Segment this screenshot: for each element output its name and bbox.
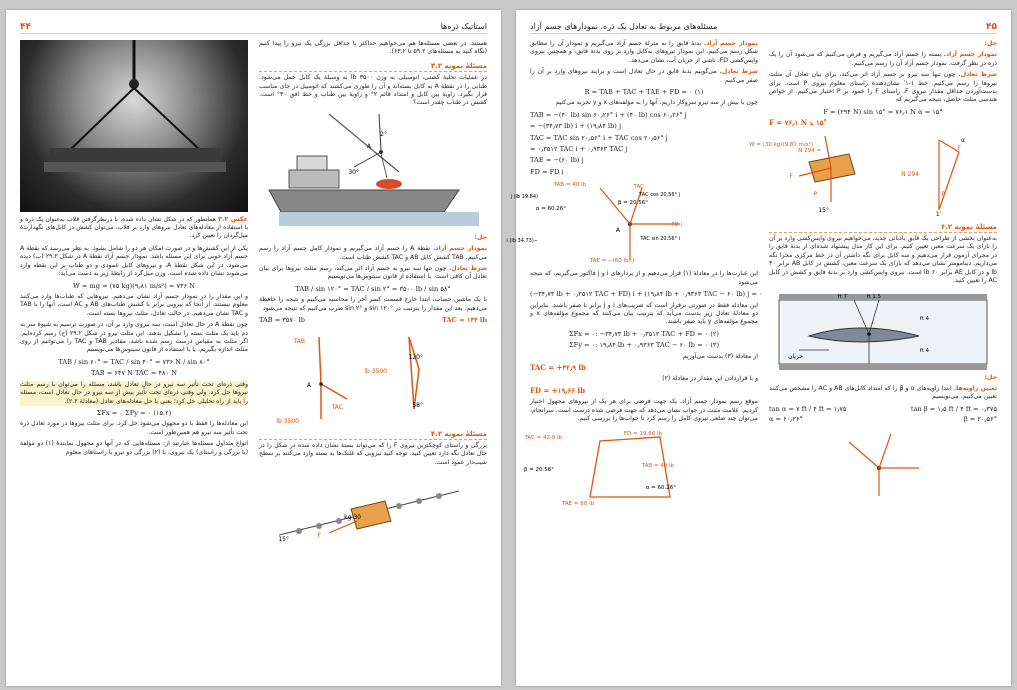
caption-text: همانطور که در شکل نشان داده شده، با درنظرگرفتن قلاب به‌عنوان یک ذره و با استفاده از معادله‌های تعادل نیروهای وارد بر قلاب، می‌توان کشش در کابل‌های نگهدارندهٔ میل‌گردان را تعیین کرد. xyxy=(20,216,248,239)
crane-hook-illustration xyxy=(20,40,248,212)
sample-problem-title: مسئلهٔ نمونه ۳.۲ xyxy=(259,62,487,72)
zero-coefficients-paragraph: این معادله فقط در صورتی برقرار است که ضریب‌های i و j برابر با صفر باشند. بنابراین دو معادلهٔ تعادل زیر بدست می‌آید که بترتیب بیان می‌کنند که مجموع مؤلفه‌های x و مجموع مؤلفه‌های y باید صفر باشند. xyxy=(530,301,759,326)
svg-text:α: α xyxy=(961,136,965,144)
sample-problem-2-title: مسئلهٔ نمونه ۴.۲ xyxy=(259,430,487,440)
fbd-label: نمودار جسم آزاد. xyxy=(433,245,488,253)
force-polygon-figure xyxy=(523,427,758,508)
from-equation-3: از معادلهٔ (۳) بدست می‌آوریم xyxy=(682,352,758,360)
angle-text: ابتدا زاویه‌های α و β را که امتداد کابل‌های AB و AC را مشخص می‌کنند تعیین می‌کنیم. می‌نویسیم xyxy=(769,384,997,401)
svg-text:P: P xyxy=(941,190,945,198)
equilibrium-paragraph xyxy=(259,265,487,282)
substitution-paragraph: این عبارت‌ها را در معادلهٔ (۱) قرار می‌دهیم و از بردارهای i و j فاکتور می‌گیریم، که نتیجه می‌شود xyxy=(530,270,759,286)
svg-text:1′: 1′ xyxy=(935,210,941,218)
fbd-paragraph xyxy=(259,245,487,262)
vector-fd: FD = FD i xyxy=(530,167,564,176)
intro-paragraph: هستند. در بعضی مسئله‌ها هم می‌خواهیم حداکثر یا حداقل بزرگی یک نیرو را پیدا کنیم (نگاه کنید به مسئله‌های ۵۹.۲ تا ۶۳.۲). xyxy=(259,40,487,56)
angle-label: تعیین زاویه‌ها. xyxy=(953,384,997,392)
angle-paragraph xyxy=(769,385,997,402)
chapter-title: استاتیک ذره‌ها xyxy=(440,22,487,31)
poly-tab: TAB = 40 lb xyxy=(641,463,674,470)
svg-text:F: F xyxy=(789,172,793,180)
label-alpha: α = 60.26° xyxy=(535,206,566,213)
right-column-right xyxy=(749,40,998,678)
paragraph-6: انواع متداول مسئله‌ها عبارتند از: مسئله‌هایی که در آنها دو مجهول نمایندهٔ (۱) دو مؤلفهٔ (یا بزرگی و راستای) یک نیروی، یا (۲) بزرگی دو نیرو با راستاهای معلوم xyxy=(20,440,248,456)
right-page xyxy=(506,10,1011,686)
calc-paragraph: با یک ماشین حساب، ابتدا خارج قسمت کسر آخر را محاسبه می‌کنیم و نتیجه را حافظهٔ می‌دهیم. بعد این مقدار را بترتیب در sin ۱۲۰° و sin ۲° ضرب می‌کنیم که نتیجه می‌شود xyxy=(259,296,487,312)
solution-block xyxy=(769,40,997,48)
label-tae: TAE = −(60 lb) j xyxy=(589,258,634,265)
sample-problem-text: به‌عنوان بخشی از طراحی یک قایق بادبانی جدید، می‌خواهیم نیروی واپس‌کشی وارد بر آن را بازای یک سرعت معین تعیین کنیم. برای این کار مدل پیشنهاد شده‌ای از بدنهٔ قایق را در مجرای آزمون قرار می‌دهیم و سه کابل برای نگه داشتن آن در خط مرکزی مجرا نگه می‌داریم. دینامومتر نشان می‌دهد که بازای یک سرعت معین، کشش در کابل AB برابر ۴۰ lb و در کابل AE برابر ۶۰ lb است. نیروی واپس‌کشی وارد بر بدنهٔ قایق و کشش در کابل AC را تعیین کنید. xyxy=(769,235,997,285)
package-fbd-figure xyxy=(749,132,997,218)
photo-caption xyxy=(20,215,248,240)
paragraph-2: و این مقدار را در نمودار جسم آزاد نشان می‌دهیم. نیروهایی که طناب‌ها وارد می‌کنند معلوم نیستند. از آنجا که نیرویی برابر با کشش طناب‌های AB و AC است، آنها را با TAB و TAC نشان می‌دهیم. در حالت تعادل، مثلث نیروها بسته است. xyxy=(20,293,248,317)
results-row xyxy=(259,316,487,324)
closing-paragraph: موقع رسم نمودار جسم آزاد، یک جهت فرضی برای هر یک از نیروهای مجهول اختیار کردیم. علامت مثبت در جواب نشان می‌دهد که جهت فرضی شده درست است. سرانجام، می‌توان چند ضلعی نیروی کامل را رسم کرد تا جواب‌ها را بررسی کنیم. xyxy=(530,398,758,422)
solution-2-block xyxy=(769,374,997,382)
ship-crane-diagram xyxy=(259,112,487,230)
label-tab-i: −(34.73 lb) i xyxy=(506,238,538,245)
svg-text:3500 lb: 3500 lb xyxy=(276,417,299,425)
svg-text:= 294 N: = 294 N xyxy=(798,147,821,154)
svg-text:W = (30 kg)(9.81 m/s²): W = (30 kg)(9.81 m/s²) xyxy=(749,141,813,148)
force-triangle-diagram xyxy=(259,329,487,425)
left-page-header xyxy=(20,20,487,34)
paragraph-5: این معادله‌ها را فقط با دو مجهول می‌شود حل کرد. برای مثلث نیروها در مورد تعادل ذره تحت تأثیر سه نیرو هم همین‌طور است. xyxy=(20,420,248,436)
fbd-text: بدنهٔ قایق را به منزلهٔ جسم آزاد می‌گیریم و نمودار آن را مطابق شکل رسم می‌کنیم. این نمودار نیروهای به‌کابل وارد بر روی بدنهٔ قایق، و همچنین نیروی واپس‌کشی FD، ناشی از جریان آب، نشان می‌دهد. xyxy=(530,40,758,64)
result-tab: TAB = ۳۵۷۰ lb xyxy=(259,316,305,325)
sine-law-equation: TAB / sin ۱۲۰° = TAC / sin ۲° = ۳۵۰۰ lb / sin ۵۸° xyxy=(295,284,451,293)
svg-text:F: F xyxy=(957,144,961,152)
label-tac: TAC xyxy=(633,184,644,191)
boat-channel-figure xyxy=(769,290,997,370)
solution-label: حل: xyxy=(984,40,997,47)
hull-fbd-diagram xyxy=(506,180,758,266)
svg-text:294 N: 294 N xyxy=(901,170,919,178)
incline-package-diagram xyxy=(259,471,487,543)
fbd-text: بسته را جسم آزاد می‌گیریم و فرض می‌کنیم که می‌شود آن را یک ذره در نظر گرفت. نمودار جسم آزاد آن را رسم می‌کنیم. xyxy=(769,51,997,67)
alpha-value: α = ۶۰٫۲۶° xyxy=(769,415,803,424)
angle-results-row xyxy=(769,415,997,423)
right-page-header xyxy=(530,20,997,34)
chapter-title: مسئله‌های مربوط به تعادل یک ذره. نمودارهای جسم آزاد xyxy=(530,22,718,31)
svg-text:120°: 120° xyxy=(408,353,423,361)
vector-tac: TAC = TAC sin ۲۰٫۵۶° i + TAC cos ۲۰٫۵۶° j xyxy=(530,133,668,142)
vector-tab-b: = −(۳۴٫۷۳ lb) i + (۱۹٫۸۴ lb) j xyxy=(530,122,622,131)
dim-7ft: 7 ft xyxy=(837,293,847,300)
poly-tac: TAC = 42.9 lb xyxy=(524,435,562,442)
equilibrium-paragraph xyxy=(769,71,997,105)
svg-text:58°: 58° xyxy=(412,401,423,409)
tangent-row xyxy=(769,405,997,413)
fbd-label: نمودار جسم آزاد. xyxy=(703,40,758,47)
beta-value: β = ۲۰٫۵۶° xyxy=(963,415,997,424)
solution-label: حل: xyxy=(474,233,487,241)
label-a: A xyxy=(615,227,620,235)
result-equation: TAB = ۶۴۷ N TAC = ۴۸۰ N xyxy=(91,369,177,378)
label-fd: FD i xyxy=(671,222,682,229)
crane-photo xyxy=(20,40,248,212)
flow-label: جریان xyxy=(788,352,803,360)
substitution-2: و با قراردادن این مقدار در معادلهٔ (۲) xyxy=(662,375,758,383)
fbd-paragraph xyxy=(530,40,758,65)
svg-text:F: F xyxy=(317,532,321,540)
equilibrium-label: شرط تعادل. xyxy=(448,265,487,273)
page-number: ۴۴ xyxy=(20,21,31,32)
poly-alpha: α = 60.26° xyxy=(645,485,676,492)
equilibrium-label: شرط تعادل. xyxy=(958,71,998,79)
equation-2: ΣFx = ۰: −۳۴٫۷۳ lb + ۰٫۳۵۱۲ TAC + FD = ۰ (۲) xyxy=(569,329,719,338)
dim-4ft-b: 4 ft xyxy=(919,347,929,354)
label-tac-j: TAC cos 20.56° j xyxy=(639,192,680,199)
tac-result: TAC = +۴۲٫۹ lb xyxy=(530,362,586,372)
label-tab: TAB = 40 lb xyxy=(553,182,586,189)
poly-tae: TAE = 60 lb xyxy=(561,501,594,508)
weight-equation: W = mg = (۷۵ kg)(۹٫۸۱ m/s²) = ۷۳۶ N xyxy=(73,281,195,290)
svg-text:TAC: TAC xyxy=(331,403,343,411)
sample-problem-2-text: بزرگی و راستای کوچکترین نیروی F را که می‌تواند بستهٔ نشان داده شده در شکل را در حال تعادل نگه دارد تعیین کنید. توجه کنید نیرویی که غلتک‌ها به بسته وارد می‌کنند بر سطح شیب‌دار عمود است. xyxy=(259,441,487,466)
solution-block xyxy=(259,234,487,242)
angle-fbd-figure xyxy=(769,428,997,500)
equilibrium-label: شرط تعادل. xyxy=(719,68,758,76)
angle-fbd-diagram xyxy=(769,428,997,500)
svg-text:P: P xyxy=(813,190,817,198)
boat-channel-diagram xyxy=(769,290,997,370)
fd-result: FD = +۱۹٫۶۶ lb xyxy=(530,385,585,395)
caption-label: عکس ۲.۲ xyxy=(218,215,248,223)
paragraph-4: وقتی ذره‌ای تحت تأثیر سه نیرو در حال تعادل باشد، مسئله را می‌توان با رسم مثلث نیروها حل کرد. ولی وقتی ذره‌ای تحت تأثیر بیش از سه نیرو در حال تعادل است، مسئله را باید از راه تحلیلی حل کرد؛ یعنی با حل معادله‌های تعادل (معادلهٔ ۲.۲). xyxy=(20,380,248,405)
ship-figure xyxy=(259,112,487,230)
svg-text:TAB: TAB xyxy=(293,337,305,345)
force-triangle-figure xyxy=(259,329,487,425)
f-result: F = ۷۶٫۱ N ⦣ ۱۵° xyxy=(769,118,828,128)
package-fbd-diagram xyxy=(749,132,997,218)
svg-text:A: A xyxy=(366,142,371,150)
sample-problem-title: مسئلهٔ نمونه ۶.۲ xyxy=(769,223,997,233)
equation-1: R = TAB + TAC + TAE + FD = ۰ (۱) xyxy=(584,88,704,97)
equilibrium-text: چون تنها سه نیرو بر جسم آزاد اثر می‌کند، برای بیان تعادل آن مثلث نیروها را رسم می‌کنیم. خط ۱-۱′ نشان‌دهندهٔ راستای معلوم نیروی P است. برای بدست‌آوردن حداقل مقدار نیروی F، راستای F را عمود بر P اختیار می‌کنیم. از خواص هندسی مثلث حاصل، نتیجه می‌گیریم که xyxy=(769,71,998,104)
svg-text:30°: 30° xyxy=(348,168,359,176)
label-beta: β = 20.56° xyxy=(617,200,648,207)
label-tac-i: TAC sin 20.56° i xyxy=(640,236,680,243)
f-calculation: F = (۲۹۴ N) sin ۱۵° = ۷۶٫۱ N α = ۱۵° xyxy=(823,107,943,116)
vector-tae: TAE = −(۶۰ lb) j xyxy=(530,156,584,165)
left-column-right xyxy=(259,40,487,678)
equilibrium-text: می‌گوییم بدنهٔ قایق در حال تعادل است و برایند نیروهای وارد بر آن را صفر می‌کنیم xyxy=(530,68,758,84)
sine-equation: TAB / sin ۶۰° = TAC / sin ۴۰° = ۷۳۶ N / sin ۸۰° xyxy=(58,357,210,366)
paragraph-1: یکی از این کشش‌ها و در صورت امکان هر دو را شامل بشود. به نظر می‌رسد که نقطهٔ A جسم آزاد خوبی برای این مسئله باشد. نمودار جسم آزاد نقطهٔ A در شکل ۲۹.۲ (ب) دیده می‌شود. در این شکل نقطهٔ A، و نیروهای کابل عمودی و دو طناب بر این نقطه وارد می‌شوند نشان داده شده است. وزن میل‌گرد از رابطهٔ زیر به دست می‌آید: xyxy=(20,245,249,278)
vector-tac-b: = ۰٫۳۵۱۲ TAC i + ۰٫۹۳۶۳ TAC j xyxy=(530,145,628,154)
page-number: ۴۵ xyxy=(986,21,997,32)
svg-text:15°: 15° xyxy=(278,536,289,544)
combined-equation: (−۳۴٫۷۳ lb + ۰٫۳۵۱۲ TAC + FD) i + (۱۹٫۸۴ lb + ۰٫۹۳۶۳ TAC − ۶۰ lb) j = ۰ xyxy=(530,290,763,299)
dim-15ft: 1.5 ft xyxy=(866,293,881,300)
label-tab-j: (19.84 lb) j xyxy=(510,194,538,201)
left-column-left xyxy=(20,40,248,678)
equilibrium-paragraph xyxy=(530,68,758,85)
svg-text:15°: 15° xyxy=(818,206,829,214)
svg-text:2°: 2° xyxy=(380,130,387,138)
fbd-text: نقطهٔ A را جسم آزاد می‌گیریم و نمودار کامل جسم آزاد را رسم می‌کنیم. TAB کشش کابل AB و TAC کشش طناب است. xyxy=(259,245,487,261)
package-figure xyxy=(259,471,487,543)
dim-4ft-a: 4 ft xyxy=(919,315,929,322)
fbd-paragraph xyxy=(769,51,997,68)
paragraph-3: چون نقطهٔ A در حال تعادل است، سه نیروی وارد بر آن، در صورت ترسیم به شیوهٔ سر به دم باید یک مثلث بسته را تشکیل بدهند. این مثلث نیرو در شکل ۲۹.۲ (ج) رسم کرده‌ایم. اگر مثلث به مقیاس درست رسم شده باشد، مقادیر TAB و TAC را می‌توانیم از روی مثلث اندازه بگیریم، یا با استفاده از قانون سینوس‌ها می‌نویسیم xyxy=(20,321,249,354)
right-column-left xyxy=(506,40,763,678)
poly-beta: β = 20.56° xyxy=(523,467,554,474)
result-tac: TAC = ۱۴۴ lb xyxy=(441,316,487,325)
equation-1-note: چون با بیش از سه نیرو سروکار داریم، آنها را به مؤلفه‌های x و y تجزیه می‌کنیم xyxy=(555,99,758,107)
vector-tab: TAB = −(۴۰ lb) sin ۶۰٫۲۶° i + (۴۰ lb) cos ۶۰٫۲۶° j xyxy=(530,110,687,119)
tan-alpha: tan α = ۷ ft / ۴ ft = ۱٫۷۵ xyxy=(769,404,847,413)
svg-text:A: A xyxy=(306,381,311,389)
poly-fd: FD = 19.66 lb xyxy=(623,431,662,438)
tan-beta: tan β = ۱٫۵ ft / ۴ ft = ۰٫۳۷۵ xyxy=(910,404,997,413)
force-polygon-diagram xyxy=(523,427,758,508)
hull-fbd-figure xyxy=(506,180,758,266)
sample-problem-text: در عملیات تخلیهٔ کشتی، اتومبیلی به وزن ۳۵۰۰ lb به وسیلهٔ یک کابل حمل می‌شود. طنابی را در نقطهٔ A به کابل بسته‌اند و آن را طوری می‌کشند که اتومبیل در جای مناسب قرار بگیرد. زاویهٔ بین کابل و امتداد قائم ۲° و زاویهٔ بین طناب و خط افق ۳۰° است. کشش در طناب چقدر است؟ xyxy=(259,74,488,107)
svg-text:3500 lb: 3500 lb xyxy=(364,367,387,375)
solution-2-label: حل: xyxy=(984,373,997,381)
equation-3: ΣFy = ۰: ۱۹٫۸۴ lb + ۰٫۹۳۶۳ TAC − ۶۰ lb = ۰ (۳) xyxy=(568,341,720,350)
svg-text:30 kg: 30 kg xyxy=(344,514,361,522)
fbd-label: نمودار جسم آزاد. xyxy=(943,51,997,59)
equilibrium-equations: ΣFx = ۰ ΣFy = ۰ (۱۵.۲) xyxy=(96,408,172,417)
left-page xyxy=(6,10,501,686)
equilibrium-text: چون تنها سه نیرو به جسم آزاد اثر می‌کند، رسم مثلث نیروها برای بیان تعادل آن کافی است. با استفاده از قانون سینوس‌ها می‌نویسیم xyxy=(259,265,487,281)
